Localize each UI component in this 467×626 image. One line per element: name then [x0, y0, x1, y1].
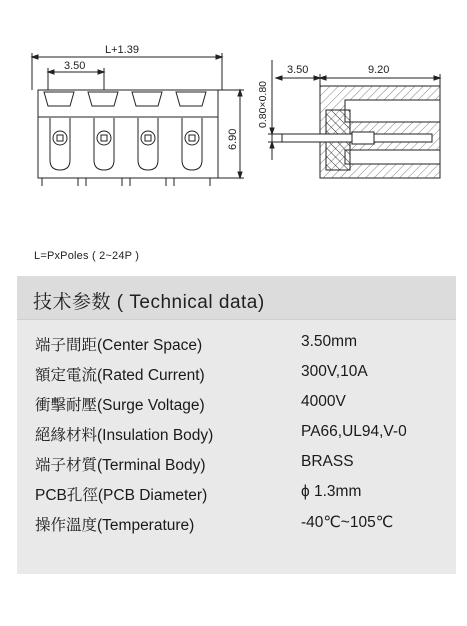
spec-label: 絕緣材料(Insulation Body) [35, 427, 214, 444]
spec-row [35, 513, 445, 543]
side-pitch-label: 3.50 [287, 64, 309, 76]
spec-label: 端子間距(Center Space) [35, 337, 203, 354]
front-view [32, 53, 244, 186]
spec-row [35, 453, 445, 483]
spec-label: PCB孔徑(PCB Diameter) [35, 487, 208, 504]
spec-value: 3.50mm [301, 333, 357, 350]
technical-data-section [17, 276, 456, 574]
spec-value: PA66,UL94,V-0 [301, 423, 407, 440]
spec-value: 300V,10A [301, 363, 368, 380]
side-pin-label: 0.80×0.80 [257, 80, 269, 128]
front-height-label: 6.90 [227, 128, 239, 150]
spec-list [35, 333, 445, 543]
pole-formula: L=PxPoles ( 2~24P ) [34, 250, 140, 262]
spec-label: 端子材質(Terminal Body) [35, 457, 206, 474]
side-view [268, 60, 440, 178]
spec-label: 衝擊耐壓(Surge Voltage) [35, 397, 205, 414]
spec-label: 操作溫度(Temperature) [35, 517, 195, 534]
technical-drawing [0, 0, 467, 220]
spec-row [35, 483, 445, 513]
front-length-label: L+1.39 [105, 44, 139, 56]
spec-value: 4000V [301, 393, 346, 410]
spec-value: -40℃~105℃ [301, 514, 394, 531]
section-title: 技术参数 ( Technical data) [33, 292, 265, 313]
spec-value: ϕ 1.3mm [301, 483, 362, 500]
side-depth-label: 9.20 [368, 64, 390, 76]
section-header [17, 276, 456, 320]
spec-row [35, 363, 445, 393]
spec-row [35, 423, 445, 453]
spec-value: BRASS [301, 453, 354, 470]
spec-label: 額定電流(Rated Current) [35, 367, 205, 384]
front-pitch-label: 3.50 [64, 60, 86, 72]
spec-row [35, 393, 445, 423]
spec-row [35, 333, 445, 363]
